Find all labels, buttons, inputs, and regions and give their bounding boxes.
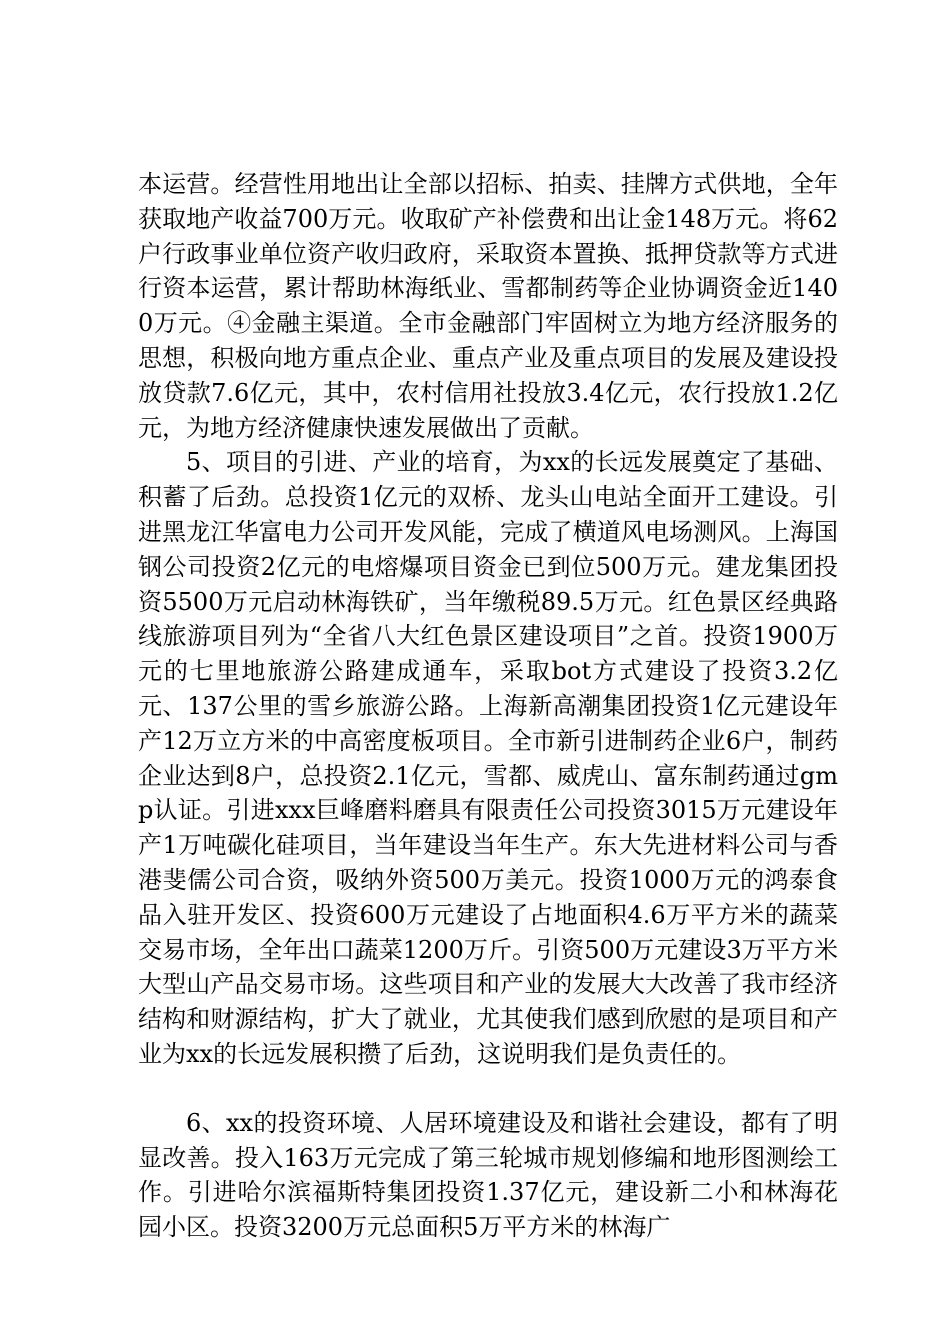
- paragraph-continuation: 本运营。经营性用地出让全部以招标、拍卖、挂牌方式供地，全年获取地产收益700万元。收取矿产补偿费和出让金148万元。将62户行政事业单位资产收归政府，采取资本置换、抵押贷款等方式进行资本运营，累计帮助林海纸业、雪都制药等企业协调资金近1400万元。④金融主渠道。全市金融部门牢固树立为地方经济服务的思想，积极向地方重点企业、重点产业及重点项目的发展及建设投放贷款7.6亿元，其中，农村信用社投放3.4亿元，农行投放1.2亿元，为地方经济健康快速发展做出了贡献。: [138, 170, 838, 442]
- paragraph-item-6: 6、xx的投资环境、人居环境建设及和谐社会建设，都有了明显改善。投入163万元完成了第三轮城市规划修编和地形图测绘工作。引进哈尔滨福斯特集团投资1.37亿元，建设新二小和林海花园小区。投资3200万元总面积5万平方米的林海广: [138, 1108, 838, 1242]
- paragraph-item-5: 5、项目的引进、产业的培育，为xx的长远发展奠定了基础、积蓄了后劲。总投资1亿元的双桥、龙头山电站全面开工建设。引进黑龙江华富电力公司开发风能，完成了横道风电场测风。上海国钢公司投资2亿元的电熔爆项目资金已到位500万元。建龙集团投资5500万元启动林海铁矿，当年缴税89.5万元。红色景区经典路线旅游项目列为“全省八大红色景区建设项目”之首。投资1900万元的七里地旅游公路建成通车，采取bot方式建设了投资3.2亿元、137公里的雪乡旅游公路。上海新高潮集团投资1亿元建设年产12万立方米的中高密度板项目。全市新引进制药企业6户，制药企业达到8户，总投资2.1亿元，雪都、威虎山、富东制药通过gmp认证。引进xxx巨峰磨料磨具有限责任公司投资3015万元建设年产1万吨碳化硅项目，当年建设当年生产。东大先进材料公司与香港斐儒公司合资，吸纳外资500万美元。投资1000万元的鸿泰食品入驻开发区、投资600万元建设了占地面积4.6万平方米的蔬菜交易市场，全年出口蔬菜1200万斤。引资500万元建设3万平方米大型山产品交易市场。这些项目和产业的发展大大改善了我市经济结构和财源结构，扩大了就业，尤其使我们感到欣慰的是项目和产业为xx的长远发展积攒了后劲，这说明我们是负责任的。: [138, 448, 838, 1068]
- document-body: [138, 167, 838, 1245]
